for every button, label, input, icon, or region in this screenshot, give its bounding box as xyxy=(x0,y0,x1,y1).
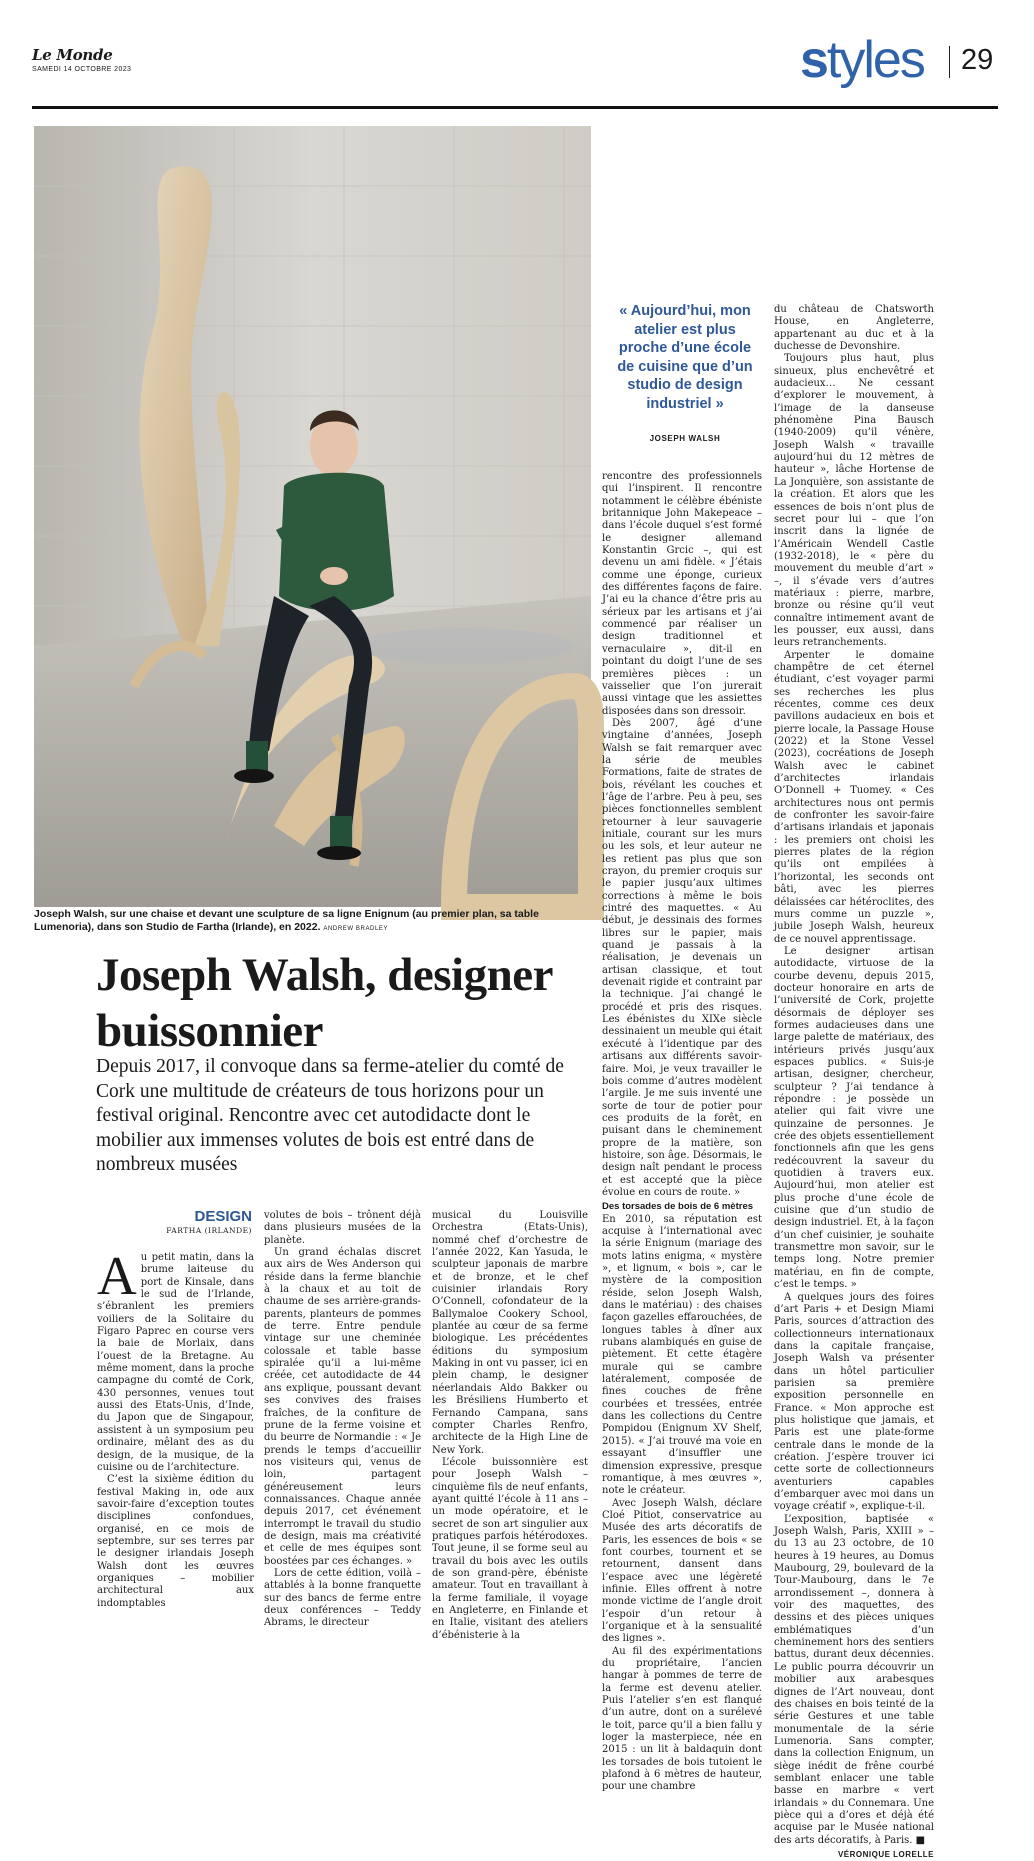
section-title-rest: tyles xyxy=(826,31,924,89)
subheading: Des torsades de bois de 6 mètres xyxy=(602,1201,754,1213)
paragraph: L’école buissonnière est pour Joseph Walsh – cinquième fils de neuf enfants, ayant quitté l’école à 11 ans – un mode opératoire, et le secret de son art singulier aux pratiques parfois hétérodoxes. Tout jeune, il se forme seul au travail du bois avec les outils de son grand-père, ébéniste amateur. Tout en travaillant à la ferme familiale, il voyage en Angleterre, en Finlande et en Italie, visitant des ateliers d’ébénisterie à la xyxy=(432,1456,588,1641)
article-column-1 xyxy=(97,1245,254,1610)
paragraph: Le designer artisan autodidacte, virtuose de la courbe devenu, depuis 2015, docteur honoraire en arts de l’université de Cork, projette désormais de déployer ses formes audacieuses dans une large palette de matériaux, des intérieurs privés jusqu’aux espaces publics. « Suis-je artisan, designer, chercheur, sculpteur ? J’ai tendance à répondre : je possède un atelier qui fait vivre une quinzaine de personnes. Je crée des objets essentiellement fonctionnels afin que les gens redécouvrent la saveur du quotidien à travers eux. Aujourd’hui, mon atelier est plus proche d’une école de cuisine que d’un studio de design industriel. Et, à la façon d’un chef cuisinier, je souhaite transmettre mon savoir, sur le temps long. Notre premier matériau, en fin de compte, c’est le temps. » xyxy=(774,945,934,1291)
paragraph: musical du Louisville Orchestra (Etats-Unis), nommé chef d’orchestre de l’année 2022, Kan Yasuda, le sculpteur japonais de marbre et de bronze, et le chef cuisinier irlandais Rory O’Connell, cofondateur de la Ballymaloe Cookery School, plantée au cœur de sa ferme biologique. Les précédentes éditions du symposium Making in ont vu passer, ici en plein champ, le designer néerlandais Aldo Bakker ou les Brésiliens Humberto et Fernando Campana, sans compter Charles Renfro, architecte de la High Line de New York. xyxy=(432,1210,588,1456)
header-separator xyxy=(949,46,950,78)
dateline-location: FARTHA (IRLANDE) xyxy=(166,1226,252,1235)
paragraph: Un grand échalas discret aux airs de Wes Anderson qui réside dans la ferme blanchie à la chaux et au toit de chaume de ses arrière-grands-parents, planteurs de pommes de terre. Entre pendule vintage sur une cheminée colossale et table basse spiralée qu’il a lui-même créée, cet autodidacte de 44 ans explique, poussant devant ses convives des fraises fraîches, de la confiture de prune de la ferme voisine et du beurre de Normandie : « Je prends le temps d’accueillir nos visiteurs qui, venus de loin, partagent généreusement leurs connaissances. Chaque année depuis 2017, cet événement interrompt le travail du studio de design, mais ma créativité et celle de mes équipes sont boostées par ces échanges. » xyxy=(264,1247,421,1567)
section-title-initial: s xyxy=(800,31,827,89)
paragraph: Arpenter le domaine champêtre de cet éternel étudiant, c’est voyager parmi ses recherches les plus récentes, comme ces deux pavillons audacieux en bois et pierre locale, la Passage House (2022) et la Stone Vessel (2023), cocréations de Joseph Walsh avec le cabinet d’architectes irlandais O’Donnell + Tuomey. « Ces architectures nous ont permis de confronter les savoir-faire d’artisans irlandais et japonais : les premiers ont choisi les pierres plates de la région qu’ils ont empilées à l’horizontal, les seconds ont bâti, avec les pierres délaissées car hétéroclites, des murs comme un puzzle », jubile Joseph Walsh, heureux de ce nouvel apprentissage. xyxy=(774,649,934,945)
article-column-2 xyxy=(264,1210,421,1630)
paragraph: L’exposition, baptisée « Joseph Walsh, Paris, XXIII » – du 13 au 23 octobre, de 10 heures à 19 heures, au Domus Maubourg, 29, boulevard de la Tour-Maubourg, dans le 7e arrondissement –, donnera à voir des maquettes, des dessins et des pièces uniques emblématiques d’un cheminement hors des sentiers battus, durant deux décennies. Le public pourra découvrir un mobilier aux arabesques dignes de l’Art nouveau, dont des chaises en bois teinté de la série Gestures et une table monumentale de la série Lumenoria. Sans compter, dans la collection Enignum, un siège inédit de frêne courbé semblant enlacer une table basse en marbre « vert irlandais » du Connemara. Une pièce qui a d’ores et déjà été acquise par le Musée national des arts décoratifs, à Paris. ■ xyxy=(774,1513,934,1846)
kicker: DESIGN xyxy=(194,1208,252,1225)
dateline: SAMEDI 14 OCTOBRE 2023 xyxy=(32,66,132,73)
article-column-5 xyxy=(774,304,934,1861)
pull-quote: « Aujourd’hui, mon atelier est plus proche d’une école de cuisine que d’un studio de design industriel » xyxy=(617,303,753,412)
drop-cap: A xyxy=(97,1245,137,1306)
masthead: Le Monde xyxy=(32,46,113,64)
photo-caption xyxy=(34,908,592,936)
paragraph: du château de Chatsworth House, en Angleterre, appartenant au duc et à la duchesse de Devonshire. xyxy=(774,304,934,353)
section-title xyxy=(800,31,924,89)
paragraph: En 2010, sa réputation est acquise à l’international avec la série Enignum (mariage des mots latins enigma, « mystère », et lignum, « bois », car le mystère de la composition réside, selon Joseph Walsh, dans le matériau) : des chaises façon gazelles effarouchées, de longues tables à dîner aux rubans alambiqués en guise de piètement. Et cette étagère murale qui se cambre latéralement, composée de fines couches de frêne courbées et tressées, entrée dans les collections du Centre Pompidou (Enignum XV Shelf, 2015). « J’ai trouvé ma voie en essayant d’insuffler une dimension expressive, presque romantique, à mes œuvres », note le créateur. xyxy=(602,1213,762,1497)
paragraph: Toujours plus haut, plus sinueux, plus enchevêtré et audacieux… Ne cessant d’explorer le mouvement, à l’image de la danseuse phénomène Pina Bausch (1940-2009) qu’il vénère, Joseph Walsh « travaille aujourd’hui du 12 mètres de hauteur », lâche Hortense de La Jonquière, son assistante de la création. Et alors que les essences de bois n’ont plus de secret pour lui – que l’on inscrit dans la lignée de l’Américain Wendell Castle (1932-2018), le « père du mouvement du meuble d’art » –, il s’évade vers d’autres matériaux : pierre, marbre, bronze ou résine qu’il veut connaître intimement avant de les pousser, eux aussi, dans leurs retranchements. xyxy=(774,353,934,649)
author-signature: VÉRONIQUE LORELLE xyxy=(837,1849,934,1859)
paragraph: Lors de cette édition, voilà – attablés à la bonne franquette sur des bancs de ferme entre deux conférences – Teddy Abrams, le directeur xyxy=(264,1567,421,1629)
paragraph: rencontre des professionnels qui l’inspirent. Il rencontre notamment le célèbre ébéniste britannique John Makepeace – dans l’école duquel s’est formé le designer allemand Konstantin Grcic –, qui est devenu un ami fidèle. « J’étais comme une éponge, curieux des différentes façons de faire. J’ai eu la chance d’être pris au sérieux par les artisans et j’ai commencé par réaliser un design traditionnel et vernaculaire », dit-il en pointant du doigt l’une de ses premières pièces : un vaisselier que l’on jurerait aussi vintage que les assiettes disposées dans son dressoir. xyxy=(602,471,762,717)
photo-credit: ANDREW BRADLEY xyxy=(323,926,389,932)
paragraph xyxy=(97,1245,254,1474)
pull-quote-author: JOSEPH WALSH xyxy=(649,434,721,443)
page-number: 29 xyxy=(961,44,994,76)
paragraph: Avec Joseph Walsh, déclare Cloé Pitiot, conservatrice au Musée des arts décoratifs de Paris, les essences de bois « se font courbes, tournent et se retournent, dansent dans l’espace avec une légèreté infinie. Elles offrent à notre monde victime de l’angle droit l’espoir d’un retour à l’organique et à la sensualité des lignes ». xyxy=(602,1497,762,1645)
paragraph: Dès 2007, âgé d’une vingtaine d’années, Joseph Walsh se fait remarquer avec la série de meubles Formations, faite de strates de bois, révélant les couches et l’âge de l’arbre. Peu à peu, ses pièces fonctionnelles semblent retourner à leur sauvagerie initiale, courant sur les murs ou les sols, et leur auteur ne les retient pas plus que son crayon, du premier croquis sur le papier jusqu’aux ultimes corrections à même le bois cintré des maquettes. « Au début, je dessinais des formes libres sur le papier, mais quand je passais à la réalisation, je devenais un artisan classique, et tout devenait rigide et contraint par la technique. J’ai changé le procédé et pris des risques. Les ébénistes du XIXe siècle dessinaient un meuble qui était exécuté à l’identique par des artisans aux différents savoir-faire. Moi, je veux travailler le bois comme d’autres modèlent l’argile. Je me suis inventé une sorte de tour de potier pour ces produits de la forêt, en puisant dans le cheminement propre de la matière, son histoire, son âge. Désormais, le design naît pendant le process et est accepté que la pièce évolue en cours de route. » xyxy=(602,717,762,1198)
photo-caption-text: Joseph Walsh, sur une chaise et devant une sculpture de sa ligne Enignum (au premier plan, sa table Lumenoria), dans son Studio de Fartha (Irlande), en 2022. xyxy=(34,908,539,933)
headline: Joseph Walsh, designer buissonnier xyxy=(96,949,553,1057)
paragraph-text: u petit matin, dans la brume laiteuse du port de Kinsale, dans le sud de l’Irlande, s’ébranlent les premiers voiliers de la Solitaire du Figaro Paprec en course vers la baie de Morlaix, dans l’ouest de la Bretagne. Au même moment, dans la proche campagne du comté de Cork, 430 personnes, venues tout aussi des Etats-Unis, d’Inde, du Japon que de Singapour, assistent à un symposium peu ordinaire, mêlant des as du design, de la musique, de la cuisine ou de l’architecture. xyxy=(97,1252,254,1473)
paragraph: Au fil des expérimentations du propriétaire, l’ancien hangar à pommes de terre de la ferme est devenu atelier. Puis l’atelier s’en est flanqué d’un autre, dont on a surélevé le toit, parce qu’il a bien fallu y loger la masterpiece, née en 2015 : un lit à baldaquin dont les torsades de bois tutoient le plafond à 6 mètres de hauteur, pour une chambre xyxy=(602,1645,762,1793)
deck: Depuis 2017, il convoque dans sa ferme-atelier du comté de Cork une multitude de créateurs de tous horizons pour un festival original. Rencontre avec cet autodidacte dont le mobilier aux immenses volutes de bois est entré dans de nombreux musées xyxy=(96,1056,564,1175)
header-rule xyxy=(32,106,998,109)
paragraph: C’est la sixième édition du festival Making in, ode aux savoir-faire d’exception toutes disciplines confondues, organisé, en ce mois de septembre, sur ses terres par le designer irlandais Joseph Walsh dont les œuvres organiques – mobilier architectural aux indomptables xyxy=(97,1474,254,1609)
article-column-4 xyxy=(602,471,762,1794)
article-column-3 xyxy=(432,1210,588,1642)
paragraph: A quelques jours des foires d’art Paris + et Design Miami Paris, sources d’attraction des collectionneurs internationaux dans la capitale française, Joseph Walsh va présenter dans un hôtel particulier parisien sa première exposition personnelle en France. « Mon approche est plus holistique que jamais, et Paris est une plate-forme centrale dans le monde de la création. J’espère trouver ici cette sorte de collectionneurs aventuriers capables d’embarquer avec moi dans un voyage créatif », explique-t-il. xyxy=(774,1291,934,1513)
paragraph: volutes de bois – trônent déjà dans plusieurs musées de la planète. xyxy=(264,1210,421,1246)
article-photo xyxy=(34,126,591,907)
